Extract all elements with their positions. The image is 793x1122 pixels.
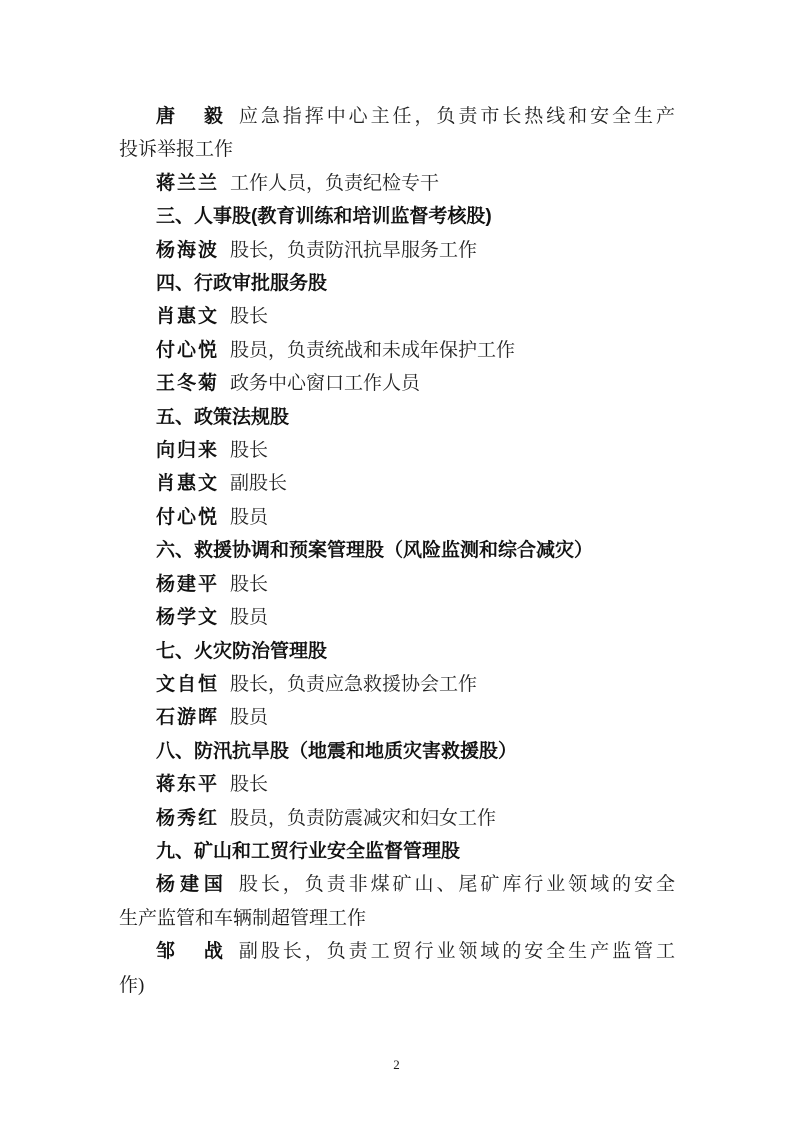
personnel-entry bbox=[119, 768, 675, 801]
person-name: 王冬菊 bbox=[156, 373, 220, 395]
page-number: 2 bbox=[393, 1057, 400, 1072]
personnel-entry bbox=[119, 868, 675, 901]
person-name: 付心悦 bbox=[156, 339, 220, 361]
personnel-entry bbox=[119, 167, 675, 200]
person-role: 股长 bbox=[230, 774, 269, 796]
person-role: 股长，负责防汛抗旱服务工作 bbox=[230, 239, 478, 261]
person-name: 蒋东平 bbox=[156, 774, 220, 796]
person-role: 副股长 bbox=[230, 473, 288, 495]
personnel-entry bbox=[119, 802, 675, 835]
person-role: 股长 bbox=[230, 573, 269, 595]
personnel-entry bbox=[119, 935, 675, 968]
person-name: 杨建平 bbox=[156, 573, 220, 595]
person-role: 副股长，负责工贸行业领域的安全生产监管工 bbox=[238, 941, 675, 963]
section-heading: 四、行政审批服务股 bbox=[156, 273, 328, 295]
person-role-continuation: 作) bbox=[119, 974, 145, 996]
section-heading: 五、政策法规股 bbox=[156, 406, 290, 428]
person-role: 政务中心窗口工作人员 bbox=[230, 373, 421, 395]
section-heading: 八、防汛抗旱股（地震和地质灾害救援股） bbox=[156, 740, 518, 762]
section-heading: 三、人事股(教育训练和培训监督考核股) bbox=[156, 206, 492, 228]
person-role: 股员 bbox=[230, 607, 269, 629]
personnel-entry bbox=[119, 701, 675, 734]
person-name: 杨海波 bbox=[156, 239, 220, 261]
person-role: 股长，负责应急救援协会工作 bbox=[230, 673, 478, 695]
person-name: 肖惠文 bbox=[156, 306, 220, 328]
person-role: 工作人员，负责纪检专干 bbox=[230, 172, 440, 194]
personnel-entry bbox=[119, 601, 675, 634]
person-role-continuation: 生产监管和车辆制超管理工作 bbox=[119, 907, 367, 929]
person-role: 股长 bbox=[230, 440, 269, 462]
personnel-entry bbox=[119, 668, 675, 701]
person-name: 付心悦 bbox=[156, 506, 220, 528]
person-name: 石游晖 bbox=[156, 707, 220, 729]
section-heading: 六、救援协调和预案管理股（风险监测和综合减灾） bbox=[156, 540, 594, 562]
person-role: 股长，负责非煤矿山、尾矿库行业领域的安全 bbox=[238, 874, 675, 896]
section-heading: 九、矿山和工贸行业安全监督管理股 bbox=[156, 840, 461, 862]
personnel-entry bbox=[119, 100, 675, 133]
person-name: 杨秀红 bbox=[156, 807, 220, 829]
personnel-entry bbox=[119, 300, 675, 333]
person-name: 向归来 bbox=[156, 440, 220, 462]
personnel-entry bbox=[119, 434, 675, 467]
person-name: 杨学文 bbox=[156, 607, 220, 629]
person-role: 股员 bbox=[230, 707, 269, 729]
person-name: 唐 毅 bbox=[156, 106, 228, 127]
document-body bbox=[119, 100, 675, 1002]
person-name: 邹 战 bbox=[156, 941, 228, 963]
personnel-entry bbox=[119, 501, 675, 534]
person-name: 文自恒 bbox=[156, 673, 220, 695]
person-role-continuation: 投诉举报工作 bbox=[119, 139, 234, 161]
person-role: 股员 bbox=[230, 506, 269, 528]
person-role: 应急指挥中心主任，负责市长热线和安全生产 bbox=[238, 106, 675, 127]
person-role: 股员，负责统战和未成年保护工作 bbox=[230, 339, 516, 361]
person-name: 杨建国 bbox=[156, 874, 228, 896]
personnel-entry bbox=[119, 367, 675, 400]
page-footer bbox=[0, 1050, 793, 1080]
personnel-entry bbox=[119, 234, 675, 267]
personnel-entry bbox=[119, 568, 675, 601]
person-name: 蒋兰兰 bbox=[156, 172, 220, 194]
section-heading: 七、火灾防治管理股 bbox=[156, 640, 328, 662]
personnel-entry bbox=[119, 334, 675, 367]
person-role: 股员，负责防震减灾和妇女工作 bbox=[230, 807, 497, 829]
person-name: 肖惠文 bbox=[156, 473, 220, 495]
person-role: 股长 bbox=[230, 306, 269, 328]
personnel-entry bbox=[119, 467, 675, 500]
